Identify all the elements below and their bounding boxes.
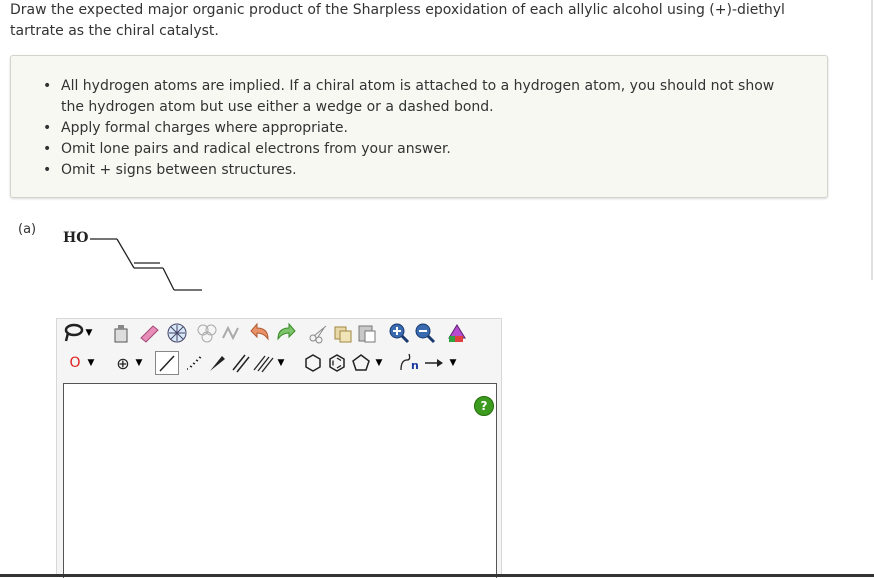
chemical-drawing-editor: [56, 318, 502, 577]
charge-dropdown-icon[interactable]: ▼: [135, 358, 143, 368]
reaction-arrow-icon[interactable]: [423, 351, 447, 375]
atom-selector[interactable]: [63, 351, 87, 375]
instruction-item: [41, 76, 801, 118]
toolbar-top: [57, 321, 501, 351]
charge-plus-icon: ⊕: [116, 353, 130, 373]
instruction-text: Apply formal charges where appropriate.: [61, 120, 348, 136]
copy-icon[interactable]: [331, 321, 355, 345]
drawing-canvas[interactable]: [63, 383, 497, 578]
question-text: Draw the expected major organic product of the Sharpless epoxidation of each allylic alcohol using (+)-diethyl tartrate as the chiral catalyst.: [10, 2, 785, 39]
zoom-out-icon[interactable]: [413, 321, 437, 345]
charge-tool[interactable]: [111, 351, 135, 375]
wedge-bond-icon[interactable]: [205, 351, 229, 375]
bullet-icon: •: [43, 141, 52, 157]
instruction-text: Omit + signs between structures.: [61, 162, 297, 178]
skeletal-bonds: [60, 222, 220, 302]
chain-template-icon[interactable]: [219, 321, 243, 345]
bullet-icon: •: [43, 162, 52, 178]
hydroxyl-label: HO: [63, 230, 89, 246]
arrow-dropdown-icon[interactable]: ▼: [449, 358, 457, 368]
clean-structure-icon[interactable]: [445, 321, 469, 345]
periodic-table-icon[interactable]: [165, 321, 189, 345]
redo-icon[interactable]: [273, 321, 297, 345]
cyclopentane-icon[interactable]: [349, 351, 373, 375]
double-bond-icon[interactable]: [229, 351, 253, 375]
cyclohexane-icon[interactable]: [301, 351, 325, 375]
bullet-icon: •: [43, 78, 52, 94]
triple-bond-icon[interactable]: [251, 351, 275, 375]
clear-canvas-icon[interactable]: [109, 321, 133, 345]
atom-dropdown-icon[interactable]: ▼: [87, 358, 95, 368]
undo-icon[interactable]: [249, 321, 273, 345]
bullet-icon: •: [43, 120, 52, 136]
lasso-dropdown-icon[interactable]: ▼: [85, 328, 93, 338]
hashed-bond-icon[interactable]: [181, 351, 205, 375]
page-scrollbar[interactable]: [871, 0, 873, 280]
lasso-select-icon[interactable]: [61, 321, 85, 345]
cut-icon[interactable]: [307, 321, 331, 345]
instruction-text: Omit lone pairs and radical electrons from your answer.: [61, 141, 451, 157]
part-label: (a): [18, 222, 37, 237]
instruction-text: All hydrogen atoms are implied. If a chiral atom is attached to a hydrogen atom, you should not show the hydrogen atom but use either a wedge or a dashed bond.: [61, 78, 775, 115]
instructions-box: [10, 55, 828, 198]
paste-icon[interactable]: [355, 321, 379, 345]
single-bond-icon[interactable]: [155, 351, 179, 375]
sgroup-bracket-tool[interactable]: [397, 351, 421, 375]
instruction-item: [41, 139, 801, 160]
ring-dropdown-icon[interactable]: ▼: [375, 358, 383, 368]
help-button[interactable]: ?: [474, 396, 494, 416]
toolbar-bottom: [57, 351, 501, 381]
instruction-item: [41, 118, 801, 139]
ring-template-icon[interactable]: [195, 321, 219, 345]
instruction-item: [41, 160, 801, 181]
instructions-list: [41, 76, 801, 181]
sgroup-label: n: [411, 359, 419, 372]
eraser-icon[interactable]: [137, 321, 161, 345]
allylic-alcohol-structure: [60, 222, 220, 302]
atom-selector-label: O: [69, 355, 81, 371]
benzene-icon[interactable]: [325, 351, 349, 375]
zoom-in-icon[interactable]: [387, 321, 411, 345]
bond-dropdown-icon[interactable]: ▼: [277, 358, 285, 368]
